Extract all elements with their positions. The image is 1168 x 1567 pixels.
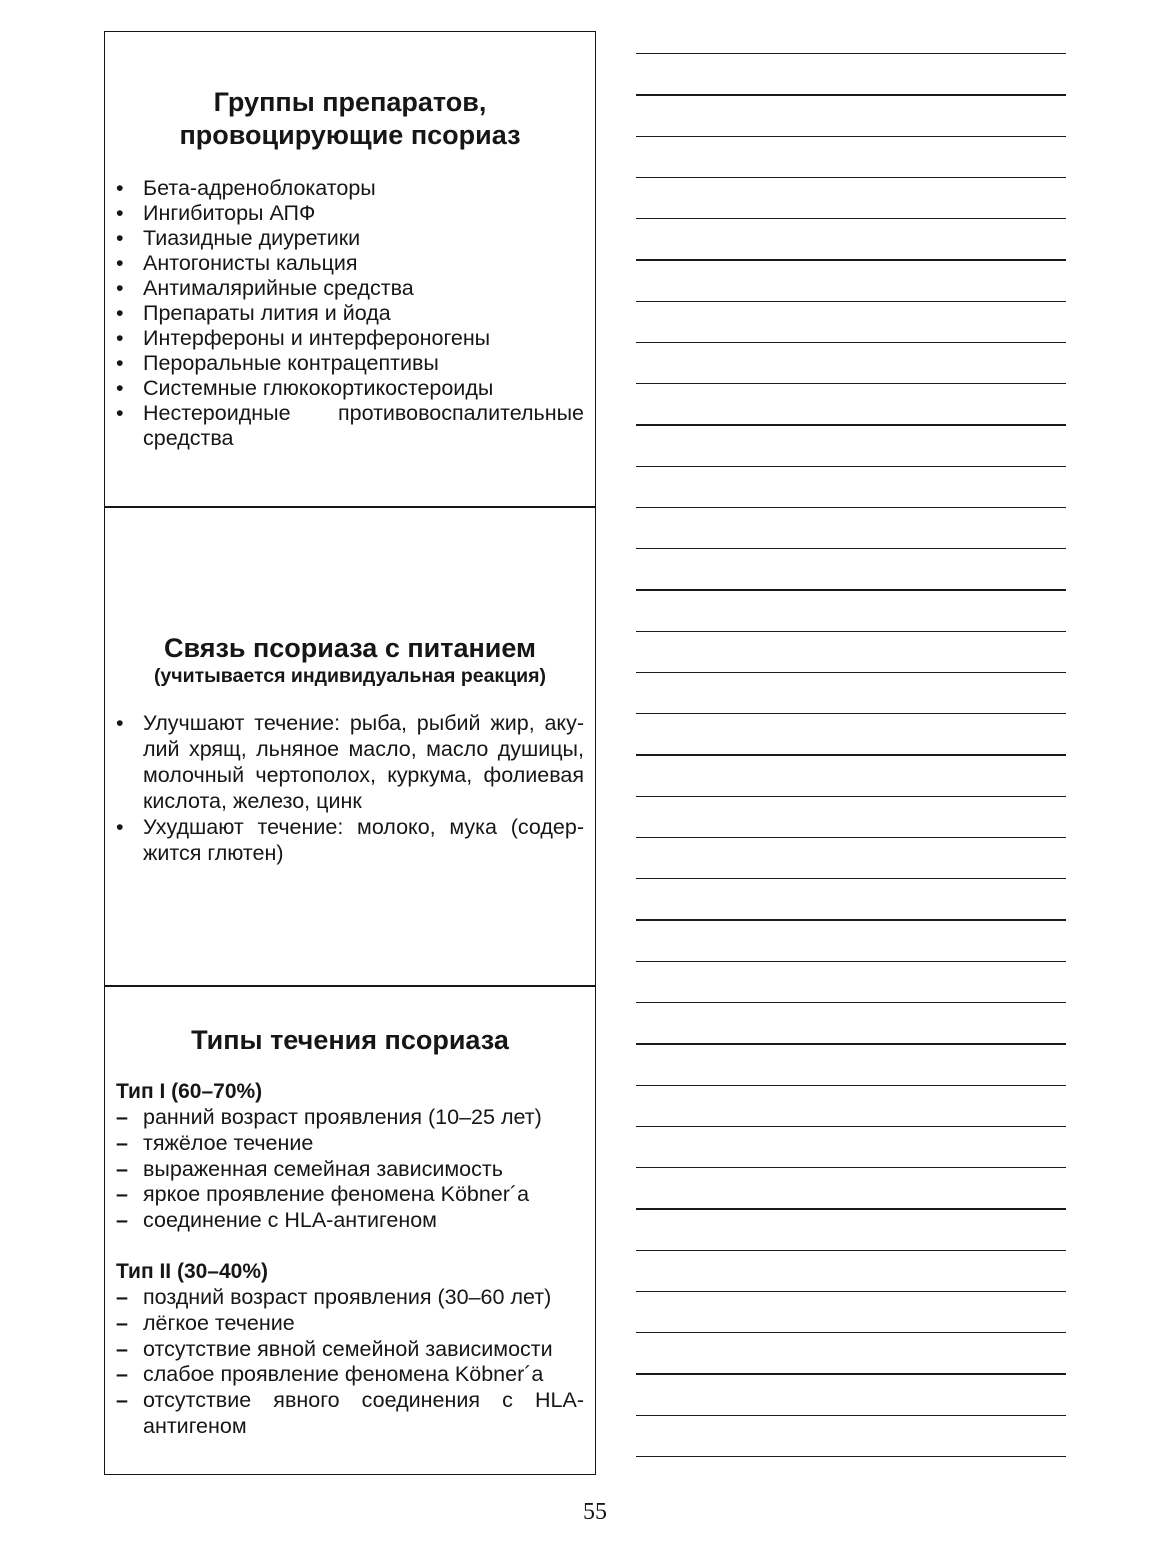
item-text: поздний возраст проявления (30–60 лет) [143,1285,552,1309]
item-text: средства [143,426,234,450]
note-line [636,589,1066,590]
note-line [636,1085,1066,1086]
note-line [636,1456,1066,1457]
note-line [636,1043,1066,1044]
note-line [636,301,1066,302]
item-text: Ухудшают течение: молоко, мука (содер- [143,815,584,839]
note-line [636,1415,1066,1416]
item-text: Тиазидные диуретики [143,226,361,250]
list-item [116,1285,584,1311]
note-line [636,1332,1066,1333]
bullet-marker: • [116,251,124,275]
item-text: жится глютен) [143,841,284,865]
list-item [116,1131,584,1157]
item-text: ранний возраст проявления (10–25 лет) [143,1105,542,1129]
bullet-marker: • [116,226,124,250]
note-line [636,342,1066,343]
note-line [636,383,1066,384]
list-item [116,1311,584,1337]
item-text: молочный чертополох, куркума, фолиевая [143,763,584,787]
dash-marker: – [116,1208,128,1232]
list-item [116,1157,584,1183]
bullet-marker: • [116,176,124,200]
bullet-marker: • [116,276,124,300]
type-1-block [116,1079,584,1234]
list-item [116,1337,584,1363]
item-text: слабое проявление феномена Köbner´a [143,1362,544,1387]
nutrition-subtitle: (учитывается индивидуальная реакция) [153,665,547,687]
list-item [116,401,584,451]
note-line [636,631,1066,632]
dash-marker: – [116,1130,128,1155]
type-heading: Тип I (60–70%) [116,1080,263,1103]
note-line [636,1167,1066,1168]
note-line [636,796,1066,797]
note-line [636,94,1066,95]
item-text: Нестероидные противовоспалительные [143,401,584,425]
note-line [636,177,1066,178]
bullet-marker: • [116,401,124,425]
note-line [636,919,1066,920]
item-text: тяжёлое течение [143,1130,314,1155]
item-text: Антогонисты кальция [143,251,358,275]
type-2-block [116,1259,584,1440]
note-line [636,878,1066,879]
item-text: Препараты лития и йода [143,301,391,325]
item-text: Улучшают течение: рыба, рыбий жир, аку- [143,711,584,735]
note-line [636,1291,1066,1292]
note-line [636,424,1066,425]
item-text: соединение с HLA-антигеном [143,1208,437,1232]
list-item [116,251,584,276]
list-item [116,1182,584,1208]
note-line [636,548,1066,549]
course-types-title: Типы течения псориаза [191,1025,509,1055]
note-line [636,837,1066,838]
list-item [116,710,584,814]
list-item [116,326,584,351]
item-text: Антималярийные средства [143,276,414,300]
list-item [116,276,584,301]
item-text: Пероральные контрацептивы [143,351,439,375]
list-item [116,1388,584,1440]
item-text: лий хрящ, льняное масло, масло душицы, [143,737,584,761]
type-heading: Тип II (30–40%) [116,1260,269,1283]
bullet-marker: • [116,815,124,839]
note-line [636,713,1066,714]
item-text: отсутствие явного соединения с HLA- [143,1388,584,1413]
note-line [636,259,1066,260]
list-item [116,1362,584,1388]
note-line [636,466,1066,467]
note-line [636,672,1066,673]
dash-marker: – [116,1105,128,1129]
bullet-marker: • [116,301,124,325]
dash-marker: – [116,1336,128,1361]
list-item [116,1208,584,1234]
section-divider [104,985,596,987]
item-text: лёгкое течение [143,1310,295,1335]
note-line [636,1250,1066,1251]
dash-marker: – [116,1362,128,1387]
drug-groups-list [116,176,584,451]
list-item [116,376,584,401]
list-item [116,301,584,326]
drug-groups-title [104,86,596,152]
note-line [636,1373,1066,1374]
section-divider [104,506,596,508]
item-text: яркое проявление феномена Köbner´a [143,1182,530,1207]
item-text: отсутствие явной семейной зависимости [143,1336,553,1361]
note-line [636,754,1066,755]
note-line [636,961,1066,962]
item-text: Интерфероны и интерфероногены [143,326,491,350]
note-line [636,1208,1066,1209]
list-item [116,351,584,376]
dash-marker: – [116,1182,128,1207]
nutrition-list [116,710,584,866]
list-item [116,1105,584,1131]
list-item [116,201,584,226]
note-line [636,1126,1066,1127]
bullet-marker: • [116,376,124,400]
note-line [636,218,1066,219]
dash-marker: – [116,1285,128,1309]
note-line [636,507,1066,508]
item-text: Системные глюкокортикостероиды [143,376,494,400]
bullet-marker: • [116,351,124,375]
list-item [116,814,584,866]
dash-marker: – [116,1310,128,1335]
title-line: Группы препаратов, [213,87,487,117]
item-text: Бета-адреноблокаторы [143,176,376,200]
item-text: выраженная семейная зависимость [143,1156,503,1181]
page-number: 55 [583,1499,607,1525]
dash-marker: – [116,1388,128,1413]
bullet-marker: • [116,201,124,225]
bullet-marker: • [116,326,124,350]
note-line [636,136,1066,137]
bullet-marker: • [116,711,124,735]
item-text: Ингибиторы АПФ [143,201,316,225]
title-line: провоцирующие псориаз [179,120,521,150]
list-item [116,226,584,251]
item-text: антигеном [143,1413,247,1438]
item-text: кислота, железо, цинк [143,789,362,813]
dash-marker: – [116,1156,128,1181]
list-item [116,176,584,201]
note-line [636,53,1066,54]
note-line [636,1002,1066,1003]
nutrition-title: Связь псориаза с питанием [163,633,537,663]
